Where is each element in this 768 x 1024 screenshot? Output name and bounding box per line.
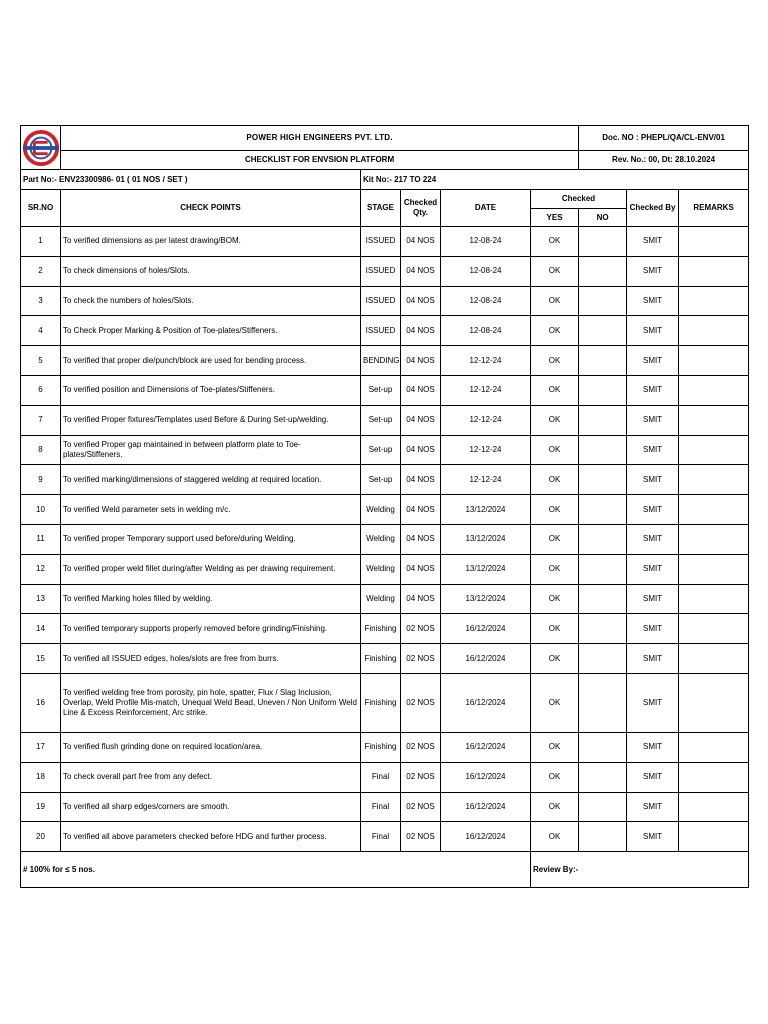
- row-no: [579, 584, 627, 614]
- row-stage: Welding: [361, 524, 401, 554]
- row-stage: ISSUED: [361, 316, 401, 346]
- row-sr-no: 12: [21, 554, 61, 584]
- logo-icon: [22, 129, 60, 167]
- table-row: [21, 405, 749, 435]
- table-row: [21, 762, 749, 792]
- row-date: 16/12/2024: [441, 732, 531, 762]
- row-check-point: To verified all ISSUED edges, holes/slots are free from burrs.: [61, 644, 361, 674]
- row-check-point: To verified all sharp edges/corners are smooth.: [61, 792, 361, 822]
- row-check-point: To verified flush grinding done on required location/area.: [61, 732, 361, 762]
- row-checked-by: SMIT: [627, 732, 679, 762]
- row-date: 12-08-24: [441, 316, 531, 346]
- table-row: [21, 286, 749, 316]
- row-sr-no: 2: [21, 256, 61, 286]
- row-yes: OK: [531, 256, 579, 286]
- table-row: [21, 524, 749, 554]
- row-check-point: To verified temporary supports properly removed before grinding/Finishing.: [61, 614, 361, 644]
- row-yes: OK: [531, 316, 579, 346]
- table-row: [21, 256, 749, 286]
- row-yes: OK: [531, 792, 579, 822]
- table-row: [21, 465, 749, 495]
- table-row: [21, 346, 749, 376]
- row-sr-no: 3: [21, 286, 61, 316]
- row-remarks: [679, 405, 749, 435]
- row-check-point: To check dimensions of holes/Slots.: [61, 256, 361, 286]
- row-remarks: [679, 524, 749, 554]
- row-checked-qty: 02 NOS: [401, 644, 441, 674]
- row-checked-qty: 04 NOS: [401, 584, 441, 614]
- row-remarks: [679, 495, 749, 525]
- row-sr-no: 18: [21, 762, 61, 792]
- row-checked-by: SMIT: [627, 524, 679, 554]
- row-stage: ISSUED: [361, 256, 401, 286]
- row-remarks: [679, 822, 749, 852]
- row-date: 12-12-24: [441, 435, 531, 465]
- row-date: 12-12-24: [441, 465, 531, 495]
- row-yes: OK: [531, 644, 579, 674]
- row-check-point: To verified Proper gap maintained in between platform plate to Toe-plates/Stiffeners.: [61, 435, 361, 465]
- row-stage: BENDING: [361, 346, 401, 376]
- row-yes: OK: [531, 286, 579, 316]
- row-checked-by: SMIT: [627, 375, 679, 405]
- row-date: 13/12/2024: [441, 495, 531, 525]
- table-row: [21, 822, 749, 852]
- row-sr-no: 13: [21, 584, 61, 614]
- table-row: [21, 673, 749, 732]
- row-checked-by: SMIT: [627, 554, 679, 584]
- row-remarks: [679, 732, 749, 762]
- row-yes: OK: [531, 554, 579, 584]
- row-checked-qty: 04 NOS: [401, 495, 441, 525]
- row-checked-qty: 04 NOS: [401, 375, 441, 405]
- table-row: [21, 435, 749, 465]
- row-no: [579, 286, 627, 316]
- row-date: 13/12/2024: [441, 584, 531, 614]
- row-sr-no: 5: [21, 346, 61, 376]
- row-check-point: To verified position and Dimensions of Toe-plates/Stiffeners.: [61, 375, 361, 405]
- row-date: 12-08-24: [441, 256, 531, 286]
- row-remarks: [679, 614, 749, 644]
- row-check-point: To check overall part free from any defect.: [61, 762, 361, 792]
- row-no: [579, 554, 627, 584]
- row-date: 13/12/2024: [441, 554, 531, 584]
- row-sr-no: 10: [21, 495, 61, 525]
- row-sr-no: 16: [21, 673, 61, 732]
- row-checked-by: SMIT: [627, 614, 679, 644]
- row-stage: Welding: [361, 554, 401, 584]
- row-stage: ISSUED: [361, 227, 401, 257]
- row-sr-no: 1: [21, 227, 61, 257]
- row-checked-qty: 02 NOS: [401, 762, 441, 792]
- row-checked-qty: 04 NOS: [401, 465, 441, 495]
- row-no: [579, 346, 627, 376]
- header-checked: Checked: [531, 190, 627, 209]
- row-date: 16/12/2024: [441, 762, 531, 792]
- header-yes: YES: [531, 209, 579, 227]
- row-no: [579, 732, 627, 762]
- row-date: 13/12/2024: [441, 524, 531, 554]
- row-date: 12-08-24: [441, 227, 531, 257]
- table-row: [21, 316, 749, 346]
- row-check-point: To verified all above parameters checked before HDG and further process.: [61, 822, 361, 852]
- row-checked-qty: 04 NOS: [401, 524, 441, 554]
- row-remarks: [679, 673, 749, 732]
- row-remarks: [679, 346, 749, 376]
- table-row: [21, 732, 749, 762]
- row-no: [579, 614, 627, 644]
- table-row: [21, 614, 749, 644]
- row-yes: OK: [531, 405, 579, 435]
- review-by: Review By:-: [531, 852, 749, 888]
- row-checked-by: SMIT: [627, 405, 679, 435]
- row-remarks: [679, 316, 749, 346]
- row-date: 16/12/2024: [441, 673, 531, 732]
- row-remarks: [679, 554, 749, 584]
- row-date: 16/12/2024: [441, 614, 531, 644]
- row-date: 16/12/2024: [441, 822, 531, 852]
- row-stage: Welding: [361, 495, 401, 525]
- row-date: 12-12-24: [441, 375, 531, 405]
- row-check-point: To Check Proper Marking & Position of Toe-plates/Stiffeners.: [61, 316, 361, 346]
- row-sr-no: 9: [21, 465, 61, 495]
- row-stage: Welding: [361, 584, 401, 614]
- company-name: POWER HIGH ENGINEERS PVT. LTD.: [61, 126, 579, 151]
- row-no: [579, 405, 627, 435]
- row-yes: OK: [531, 614, 579, 644]
- header-remarks: REMARKS: [679, 190, 749, 227]
- row-yes: OK: [531, 673, 579, 732]
- row-checked-by: SMIT: [627, 822, 679, 852]
- header-checked-qty: Checked Qty.: [401, 190, 441, 227]
- revision-number: Rev. No.: 00, Dt: 28.10.2024: [579, 151, 749, 170]
- kit-number: Kit No:- 217 TO 224: [361, 170, 749, 190]
- row-checked-qty: 04 NOS: [401, 405, 441, 435]
- header-checked-by: Checked By: [627, 190, 679, 227]
- row-checked-by: SMIT: [627, 762, 679, 792]
- row-check-point: To verified proper Temporary support used before/during Welding.: [61, 524, 361, 554]
- row-remarks: [679, 584, 749, 614]
- row-check-point: To verified marking/dimensions of staggered welding at required location.: [61, 465, 361, 495]
- row-remarks: [679, 227, 749, 257]
- row-stage: Finishing: [361, 673, 401, 732]
- row-checked-qty: 02 NOS: [401, 822, 441, 852]
- row-yes: OK: [531, 524, 579, 554]
- row-remarks: [679, 256, 749, 286]
- row-stage: Set-up: [361, 375, 401, 405]
- doc-number: Doc. NO : PHEPL/QA/CL-ENV/01: [579, 126, 749, 151]
- header-check-points: CHECK POINTS: [61, 190, 361, 227]
- row-no: [579, 762, 627, 792]
- row-sr-no: 8: [21, 435, 61, 465]
- row-stage: Finishing: [361, 644, 401, 674]
- row-date: 12-08-24: [441, 286, 531, 316]
- company-logo: [21, 126, 61, 170]
- table-row: [21, 792, 749, 822]
- header-sr-no: SR.NO: [21, 190, 61, 227]
- row-checked-by: SMIT: [627, 465, 679, 495]
- row-stage: ISSUED: [361, 286, 401, 316]
- row-yes: OK: [531, 762, 579, 792]
- row-check-point: To verified Marking holes filled by welding.: [61, 584, 361, 614]
- row-remarks: [679, 644, 749, 674]
- row-stage: Final: [361, 762, 401, 792]
- part-number: Part No:- ENV23300986- 01 ( 01 NOS / SET ): [21, 170, 361, 190]
- row-check-point: To verified that proper die/punch/block are used for bending process.: [61, 346, 361, 376]
- row-no: [579, 375, 627, 405]
- row-no: [579, 316, 627, 346]
- table-row: [21, 554, 749, 584]
- row-no: [579, 495, 627, 525]
- row-checked-by: SMIT: [627, 495, 679, 525]
- row-no: [579, 256, 627, 286]
- row-checked-qty: 04 NOS: [401, 256, 441, 286]
- row-remarks: [679, 792, 749, 822]
- table-row: [21, 227, 749, 257]
- table-row: [21, 375, 749, 405]
- table-row: [21, 495, 749, 525]
- row-no: [579, 435, 627, 465]
- row-stage: Set-up: [361, 465, 401, 495]
- row-stage: Set-up: [361, 435, 401, 465]
- row-yes: OK: [531, 732, 579, 762]
- header-no: NO: [579, 209, 627, 227]
- row-no: [579, 465, 627, 495]
- row-remarks: [679, 286, 749, 316]
- row-checked-by: SMIT: [627, 584, 679, 614]
- row-checked-by: SMIT: [627, 673, 679, 732]
- row-checked-by: SMIT: [627, 256, 679, 286]
- row-checked-qty: 02 NOS: [401, 614, 441, 644]
- header-date: DATE: [441, 190, 531, 227]
- row-date: 16/12/2024: [441, 792, 531, 822]
- row-stage: Finishing: [361, 614, 401, 644]
- row-no: [579, 792, 627, 822]
- header-stage: STAGE: [361, 190, 401, 227]
- row-sr-no: 7: [21, 405, 61, 435]
- row-sr-no: 4: [21, 316, 61, 346]
- table-row: [21, 584, 749, 614]
- row-date: 12-12-24: [441, 346, 531, 376]
- row-yes: OK: [531, 346, 579, 376]
- row-checked-qty: 02 NOS: [401, 792, 441, 822]
- row-sr-no: 14: [21, 614, 61, 644]
- row-checked-by: SMIT: [627, 316, 679, 346]
- row-stage: Final: [361, 822, 401, 852]
- row-yes: OK: [531, 495, 579, 525]
- row-stage: Finishing: [361, 732, 401, 762]
- row-check-point: To verified proper weld fillet during/after Welding as per drawing requirement.: [61, 554, 361, 584]
- row-yes: OK: [531, 227, 579, 257]
- row-date: 16/12/2024: [441, 644, 531, 674]
- row-remarks: [679, 375, 749, 405]
- row-sr-no: 17: [21, 732, 61, 762]
- row-checked-by: SMIT: [627, 792, 679, 822]
- row-check-point: To verified dimensions as per latest drawing/BOM.: [61, 227, 361, 257]
- row-no: [579, 673, 627, 732]
- table-row: [21, 644, 749, 674]
- document-title: CHECKLIST FOR ENVSION PLATFORM: [61, 151, 579, 170]
- row-stage: Final: [361, 792, 401, 822]
- row-yes: OK: [531, 822, 579, 852]
- row-yes: OK: [531, 435, 579, 465]
- checklist-rows: [21, 227, 749, 852]
- row-check-point: To check the numbers of holes/Slots.: [61, 286, 361, 316]
- row-checked-by: SMIT: [627, 644, 679, 674]
- row-sr-no: 11: [21, 524, 61, 554]
- row-checked-qty: 04 NOS: [401, 435, 441, 465]
- row-remarks: [679, 465, 749, 495]
- row-yes: OK: [531, 584, 579, 614]
- checklist-table: [20, 125, 749, 888]
- row-sr-no: 6: [21, 375, 61, 405]
- row-checked-qty: 04 NOS: [401, 286, 441, 316]
- footnote: # 100% for ≤ 5 nos.: [21, 852, 531, 888]
- row-sr-no: 19: [21, 792, 61, 822]
- row-checked-qty: 02 NOS: [401, 673, 441, 732]
- row-check-point: To verified Weld parameter sets in welding m/c.: [61, 495, 361, 525]
- row-no: [579, 524, 627, 554]
- row-remarks: [679, 435, 749, 465]
- row-checked-qty: 04 NOS: [401, 227, 441, 257]
- row-check-point: To verified welding free from porosity, pin hole, spatter, Flux / Slag Inclusion, Overlap, Weld Profile Mis-match, Unequal Weld Bead, Uneven / Non Uniform Weld Line & Excess Reinforcement, Arc strike.: [61, 673, 361, 732]
- row-stage: Set-up: [361, 405, 401, 435]
- row-sr-no: 15: [21, 644, 61, 674]
- row-check-point: To verified Proper fixtures/Templates used Before & During Set-up/welding.: [61, 405, 361, 435]
- row-yes: OK: [531, 465, 579, 495]
- row-checked-qty: 04 NOS: [401, 316, 441, 346]
- row-checked-by: SMIT: [627, 227, 679, 257]
- row-no: [579, 227, 627, 257]
- row-date: 12-12-24: [441, 405, 531, 435]
- row-sr-no: 20: [21, 822, 61, 852]
- row-yes: OK: [531, 375, 579, 405]
- row-checked-qty: 02 NOS: [401, 732, 441, 762]
- row-no: [579, 644, 627, 674]
- row-checked-by: SMIT: [627, 435, 679, 465]
- row-checked-qty: 04 NOS: [401, 554, 441, 584]
- row-checked-by: SMIT: [627, 346, 679, 376]
- row-checked-by: SMIT: [627, 286, 679, 316]
- row-remarks: [679, 762, 749, 792]
- row-no: [579, 822, 627, 852]
- row-checked-qty: 04 NOS: [401, 346, 441, 376]
